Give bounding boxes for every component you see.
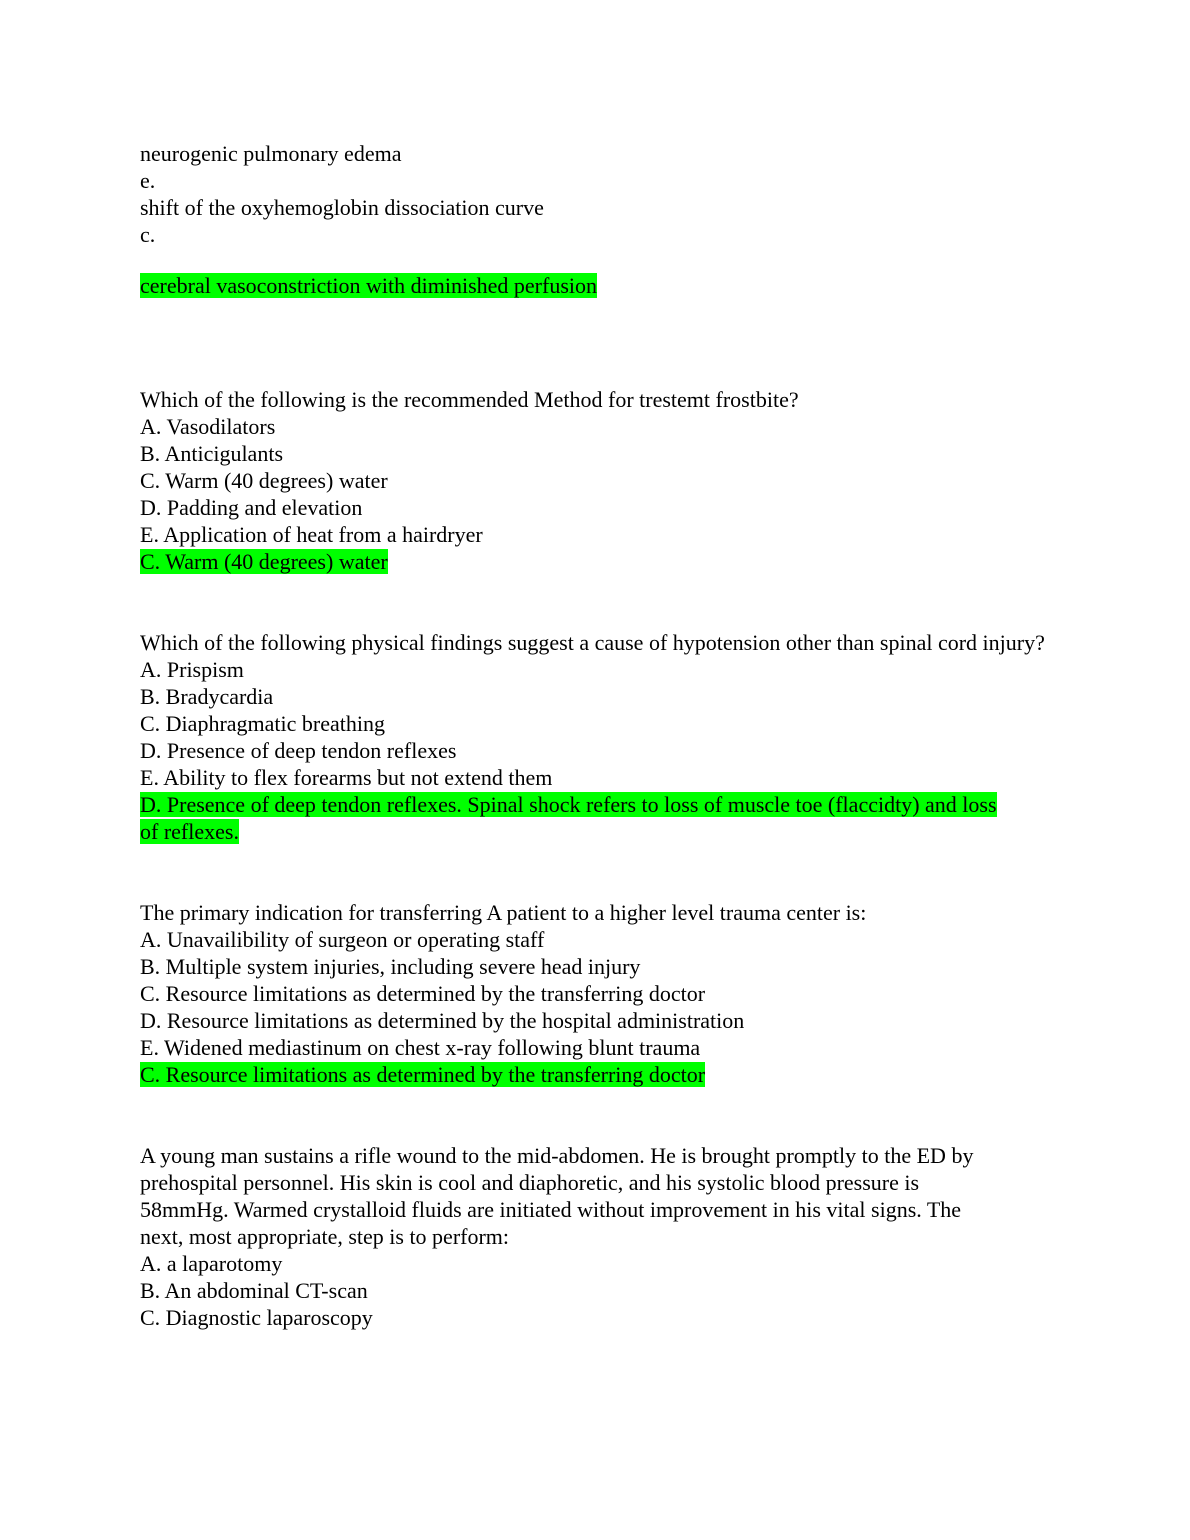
option-c: C. Diagnostic laparoscopy [140, 1305, 373, 1330]
spacer [140, 845, 1060, 899]
option-e: E. Application of heat from a hairdryer [140, 522, 483, 547]
option-a: A. a laparotomy [140, 1251, 283, 1276]
option-d: D. Presence of deep tendon reflexes [140, 738, 457, 763]
option-b: B. An abdominal CT-scan [140, 1278, 368, 1303]
spacer [140, 248, 1060, 275]
text-line: neurogenic pulmonary edema [140, 141, 402, 166]
answer-line [140, 272, 1060, 299]
answer-highlight: cerebral vasoconstriction with diminished perfusion [140, 273, 597, 298]
question-text-line: prehospital personnel. His skin is cool and diaphoretic, and his systolic blood pressure is [140, 1170, 920, 1195]
question-block-frostbite [140, 386, 1060, 575]
spacer [140, 1088, 1060, 1142]
option-c: C. Warm (40 degrees) water [140, 468, 388, 493]
question-block-transfer [140, 899, 1060, 1088]
question-text-line: next, most appropriate, step is to perform: [140, 1224, 510, 1249]
spacer [140, 575, 1060, 629]
answer-line [140, 818, 1060, 845]
spacer [140, 299, 1060, 386]
question-text: Which of the following physical findings suggest a cause of hypotension other than spinal cord injury? [140, 630, 1045, 655]
option-a: A. Unavailibility of surgeon or operating staff [140, 927, 545, 952]
text-line: shift of the oxyhemoglobin dissociation curve [140, 195, 544, 220]
question-text: Which of the following is the recommended Method for trestemt frostbite? [140, 387, 799, 412]
answer-line [140, 1061, 1060, 1088]
text-line: c. [140, 222, 156, 247]
question-text-line: A young man sustains a rifle wound to the mid-abdomen. He is brought promptly to the ED by [140, 1143, 974, 1168]
text-line: e. [140, 168, 156, 193]
option-e: E. Ability to flex forearms but not extend them [140, 765, 553, 790]
option-b: B. Bradycardia [140, 684, 274, 709]
answer-highlight: of reflexes. [140, 819, 239, 844]
answer-line [140, 791, 1060, 818]
answer-highlight: C. Resource limitations as determined by the transferring doctor [140, 1062, 706, 1087]
document-body [140, 140, 1060, 1331]
option-c: C. Resource limitations as determined by the transferring doctor [140, 981, 706, 1006]
option-e: E. Widened mediastinum on chest x-ray following blunt trauma [140, 1035, 701, 1060]
option-a: A. Vasodilators [140, 414, 276, 439]
question-block-hypotension [140, 629, 1060, 845]
option-c: C. Diaphragmatic breathing [140, 711, 385, 736]
option-d: D. Resource limitations as determined by the hospital administration [140, 1008, 745, 1033]
answer-highlight: D. Presence of deep tendon reflexes. Spinal shock refers to loss of muscle toe (flaccidty) and loss [140, 792, 997, 817]
question-text-line: 58mmHg. Warmed crystalloid fluids are initiated without improvement in his vital signs. The [140, 1197, 962, 1222]
answer-highlight: C. Warm (40 degrees) water [140, 549, 388, 574]
option-d: D. Padding and elevation [140, 495, 363, 520]
question-block-rifle-wound [140, 1142, 1060, 1331]
question-text: The primary indication for transferring A patient to a higher level trauma center is: [140, 900, 867, 925]
option-a: A. Prispism [140, 657, 244, 682]
answer-line [140, 548, 1060, 575]
option-b: B. Multiple system injuries, including severe head injury [140, 954, 641, 979]
option-b: B. Anticigulants [140, 441, 283, 466]
